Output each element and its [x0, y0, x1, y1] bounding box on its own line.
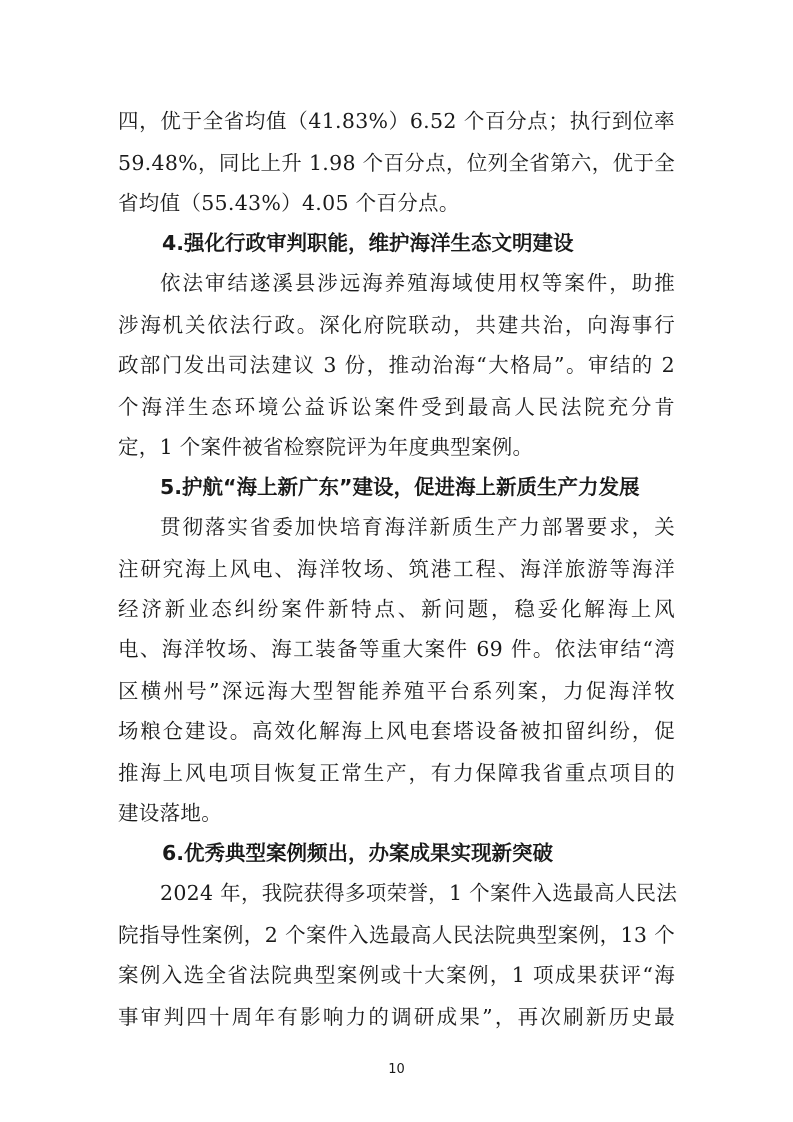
paragraph-line: 省均值（55.43%）4.05 个百分点。	[118, 191, 460, 215]
paragraph-line: 区横州号”深远海大型智能养殖平台系列案，力促海洋牧	[118, 679, 675, 703]
section-heading: 6.优秀典型案例频出，办案成果实现新突破	[162, 841, 554, 865]
section-heading: 5.护航“海上新广东”建设，促进海上新质生产力发展	[160, 475, 640, 499]
paragraph-line: 院指导性案例，2 个案件入选最高人民法院典型案例，13 个	[118, 923, 675, 947]
paragraph-line: 贯彻落实省委加快培育海洋新质生产力部署要求，关	[160, 515, 675, 539]
paragraph-line: 经济新业态纠纷案件新特点、新问题，稳妥化解海上风	[118, 597, 675, 621]
paragraph-line: 建设落地。	[118, 801, 222, 825]
paragraph-line: 涉海机关依法行政。深化府院联动，共建共治，向海事行	[118, 313, 675, 337]
section-heading: 4.强化行政审判职能，维护海洋生态文明建设	[162, 231, 574, 255]
paragraph-line: 2024 年，我院获得多项荣誉，1 个案件入选最高人民法	[160, 881, 678, 905]
paragraph-line: 政部门发出司法建议 3 份，推动治海“大格局”。审结的 2	[118, 353, 675, 377]
paragraph-line: 注研究海上风电、海洋牧场、筑港工程、海洋旅游等海洋	[118, 557, 675, 581]
paragraph-line: 四，优于全省均值（41.83%）6.52 个百分点；执行到位率	[118, 109, 675, 133]
paragraph-line: 个海洋生态环境公益诉讼案件受到最高人民法院充分肯	[118, 395, 675, 419]
paragraph-line: 59.48%，同比上升 1.98 个百分点，位列全省第六，优于全	[118, 151, 675, 175]
paragraph-line: 依法审结遂溪县涉远海养殖海域使用权等案件，助推	[160, 271, 675, 295]
page-number: 10	[388, 1062, 405, 1077]
paragraph-line: 定，1 个案件被省检察院评为年度典型案例。	[118, 435, 534, 459]
paragraph-line: 事审判四十周年有影响力的调研成果”，再次刷新历史最	[118, 1005, 675, 1029]
paragraph-line: 案例入选全省法院典型案例或十大案例，1 项成果获评“海	[118, 963, 675, 987]
paragraph-line: 推海上风电项目恢复正常生产，有力保障我省重点项目的	[118, 761, 675, 785]
paragraph-line: 电、海洋牧场、海工装备等重大案件 69 件。依法审结“湾	[118, 637, 675, 661]
paragraph-line: 场粮仓建设。高效化解海上风电套塔设备被扣留纠纷，促	[118, 719, 675, 743]
